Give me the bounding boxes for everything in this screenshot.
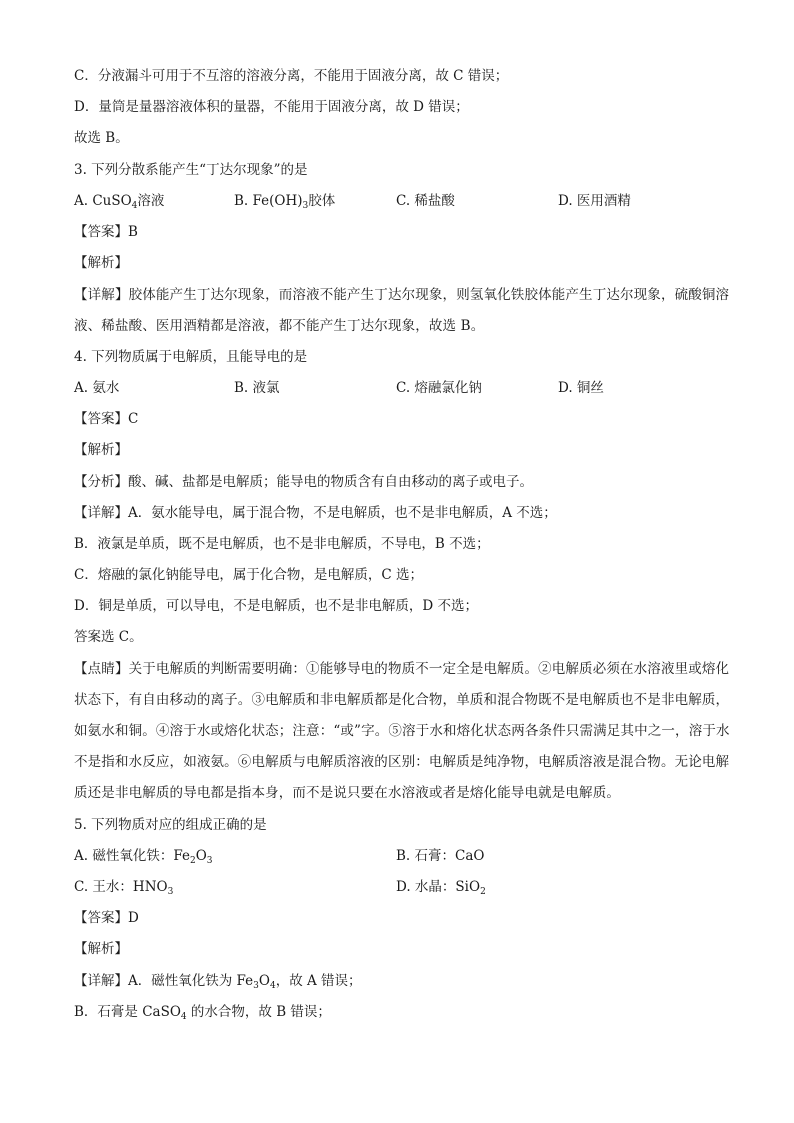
text-line: D．量筒是量器溶液体积的量器，不能用于固液分离，故 D 错误； [74, 99, 469, 115]
analysis-heading: 【解析】 [74, 442, 128, 458]
detail-line: 【详解】A．氨水能导电，属于混合物，不是电解质，也不是非电解质，A 不选； [74, 505, 557, 521]
analysis-heading: 【解析】 [74, 941, 128, 957]
question-5-options-row-2 [74, 877, 734, 897]
answer: 【答案】D [74, 910, 139, 926]
option-c: C. 熔融氯化钠 [396, 380, 482, 396]
option-d: D. 医用酒精 [558, 193, 631, 209]
option-b: B. $Fe(OH)_3$胶体 [234, 193, 336, 211]
detail-line: B．液氯是单质，既不是电解质，也不是非电解质，不导电，B 不选； [74, 536, 490, 552]
option-a: A. CuSO$_4$溶液 [74, 193, 165, 211]
question-3-options [74, 191, 734, 211]
detail-line: B．石膏是 CaSO$_4$ 的水合物，故 B 错误； [74, 1004, 331, 1022]
text-line: C．分液漏斗可用于不互溶的溶液分离，不能用于固液分离，故 C 错误； [74, 68, 509, 84]
analysis-heading: 【解析】 [74, 255, 128, 271]
question-3: 3. 下列分散系能产生“丁达尔现象”的是 [74, 162, 308, 178]
option-b: B. 液氯 [234, 380, 280, 396]
answer: 【答案】C [74, 411, 139, 427]
detail-line: D．铜是单质，可以导电，不是电解质，也不是非电解质，D 不选； [74, 598, 478, 614]
question-5: 5. 下列物质对应的组成正确的是 [74, 817, 267, 833]
detail-line: 【详解】A．磁性氧化铁为 $Fe_3O_4$，故 A 错误； [74, 973, 362, 991]
question-4-options [74, 378, 734, 398]
detail-line: C．熔融的氯化钠能导电，属于化合物，是电解质，C 选； [74, 567, 423, 583]
option-d: D. 铜丝 [558, 380, 604, 396]
answer: 【答案】B [74, 224, 138, 240]
option-a: A. 磁性氧化铁：$Fe_2O_3$ [74, 848, 213, 866]
tip-paragraph: 【点睛】关于电解质的判断需要明确：①能够导电的物质不一定全是电解质。②电解质必须在水溶液里或熔化状态下，有自由移动的离子。③电解质和非电解质都是化合物，单质和混合物既不是电解质也不是非电解质，如氨水和铜。④溶于水或熔化状态；注意：“或”字。⑤溶于水和熔化状态两各条件只需满足其中之一，溶于水不是指和水反应，如液氨。⑥电解质与电解质溶液的区别：电解质是纯净物，电解质溶液是混合物。无论电解质还是非电解质的导电都是指本身，而不是说只要在水溶液或者是熔化能导电就是电解质。 [74, 661, 730, 801]
option-b: B. 石膏：CaO [396, 848, 485, 864]
text-line: 故选 B。 [74, 130, 129, 146]
question-5-options-row-1 [74, 846, 734, 866]
option-c: C. 王水：$HNO_3$ [74, 879, 174, 897]
detail-paragraph: 【详解】胶体能产生丁达尔现象，而溶液不能产生丁达尔现象，则氢氧化铁胶体能产生丁达尔现象，硫酸铜溶液、稀盐酸、医用酒精都是溶液，都不能产生丁达尔现象，故选 B。 [74, 287, 730, 334]
option-c: C. 稀盐酸 [396, 193, 455, 209]
analysis-paragraph: 【分析】酸、碱、盐都是电解质；能导电的物质含有自由移动的离子或电子。 [74, 474, 533, 490]
option-a: A. 氨水 [74, 380, 120, 396]
option-d: D. 水晶：SiO$_2$ [396, 879, 486, 897]
question-4: 4. 下列物质属于电解质，且能导电的是 [74, 349, 308, 365]
detail-line: 答案选 C。 [74, 629, 143, 645]
